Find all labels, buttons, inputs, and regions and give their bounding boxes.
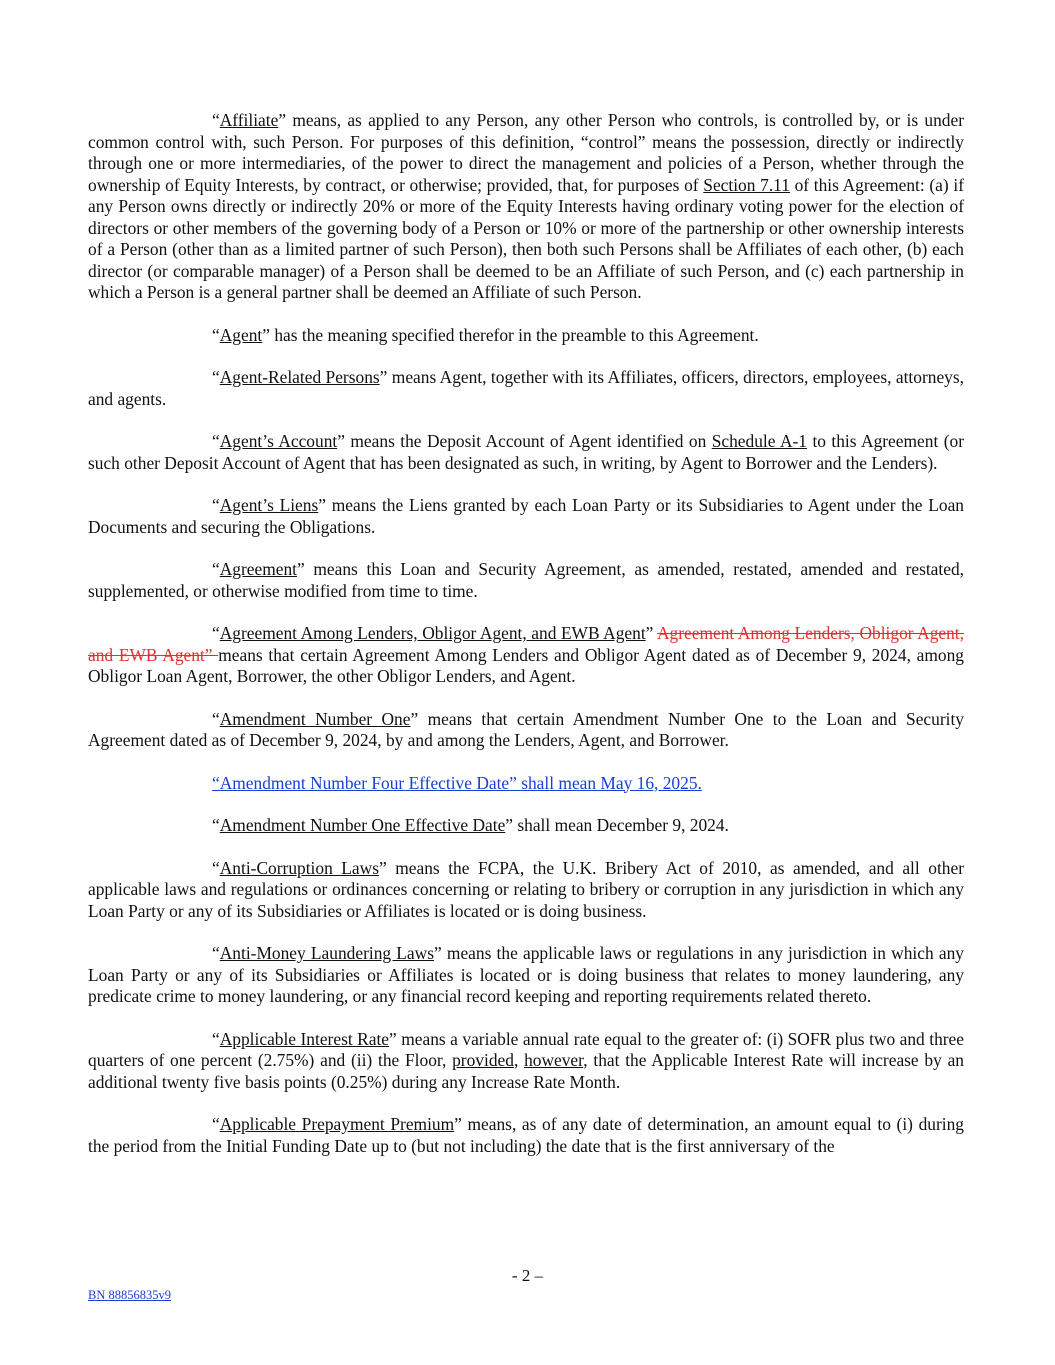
definition-agents-liens: “Agent’s Liens” means the Liens granted by each Loan Party or its Subsidiaries to Agent under the Loan Documents and securing the Obligations. <box>88 495 964 537</box>
document-page <box>88 110 964 1178</box>
definition-amendment-number-four-effective-date <box>88 773 964 795</box>
page-number: - 2 – <box>511 1266 544 1285</box>
definition-agreement-among-lenders: “Agreement Among Lenders, Obligor Agent, and EWB Agent” Agreement Among Lenders, Obligor Agent, and EWB Agent” means that certain Agreement Among Lenders and Obligor Agent dated as of December 9, 2024, among Obligor Loan Agent, Borrower, the other Obligor Lenders, and Agent. <box>88 623 964 686</box>
definition-affiliate: “Affiliate” means, as applied to any Person, any other Person who controls, is controlled by, or is under common control with, such Person. For purposes of this definition, “control” means the possession, directly or indirectly through one or more intermediaries, of the power to direct the management and policies of a Person, whether through the ownership of Equity Interests, by contract, or otherwise; provided, that, for purposes of Section 7.11 of this Agreement: (a) if any Person owns directly or indirectly 20% or more of the Equity Interests having ordinary voting power for the election of directors or other members of the governing body of a Person or 10% or more of the partnership or other ownership interests of a Person (other than as a limited partner of such Person), then both such Persons shall be Affiliates of each other, (b) each director (or comparable manager) of a Person shall be deemed to be an Affiliate of such Person, and (c) each partnership in which a Person is a general partner shall be deemed an Affiliate of such Person. <box>88 110 964 302</box>
definition-applicable-interest-rate: “Applicable Interest Rate” means a variable annual rate equal to the greater of: (i) SOFR plus two and three quarters of one percent (2.75%) and (ii) the Floor, provided, however, that the Applicable Interest Rate will increase by an additional twenty five basis points (0.25%) during any Increase Rate Month. <box>88 1028 964 1092</box>
definition-agents-account: “Agent’s Account” means the Deposit Account of Agent identified on Schedule A-1 to this Agreement (or such other Deposit Account of Agent that has been designated as such, in writing, by Agent to Borrower and the Lenders). <box>88 431 964 473</box>
section-reference: Section 7.11 <box>703 174 790 195</box>
defined-term: Agent’s Liens <box>219 495 319 515</box>
inserted-text: “Amendment Number Four Effective Date” shall mean May 16, 2025. <box>212 772 702 793</box>
defined-term: Anti-Money Laundering Laws <box>219 943 434 963</box>
definition-amendment-number-one-effective-date: “Amendment Number One Effective Date” shall mean December 9, 2024. <box>212 815 729 835</box>
defined-term: Amendment Number One <box>219 708 411 729</box>
defined-term: Applicable Interest Rate <box>219 1028 390 1049</box>
document-id: BN 88856835v9 <box>88 1288 171 1302</box>
definition-anti-corruption-laws: “Anti-Corruption Laws” means the FCPA, the U.K. Bribery Act of 2010, as amended, and all other applicable laws and regulations or ordinances concerning or relating to bribery or corruption in any jurisdiction in which any Loan Party or any of its Subsidiaries or Affiliates is located or is doing business. <box>88 857 964 921</box>
definition-anti-money-laundering-laws: “Anti-Money Laundering Laws” means the applicable laws or regulations in any jurisdiction in which any Loan Party or any of its Subsidiaries or Affiliates is located or is doing business that relates to money laundering, any predicate crime to money laundering, or any financial record keeping and reporting requirements related thereto. <box>88 943 964 1006</box>
definition-agreement: “Agreement” means this Loan and Security Agreement, as amended, restated, amended and restated, supplemented, or otherwise modified from time to time. <box>88 559 964 601</box>
defined-term: Amendment Number One Effective Date <box>219 815 506 835</box>
defined-term: Agent’s Account <box>219 431 338 451</box>
definition-amendment-number-one: “Amendment Number One” means that certain Amendment Number One to the Loan and Security Agreement dated as of December 9, 2024, by and among the Lenders, Agent, and Borrower. <box>88 708 964 750</box>
defined-term: Agent <box>219 324 263 345</box>
defined-term: Anti-Corruption Laws <box>219 857 379 878</box>
defined-term: Applicable Prepayment Premium <box>219 1114 455 1134</box>
proviso-term: however <box>524 1050 584 1070</box>
proviso-term: provided <box>452 1050 514 1070</box>
definition-agent-related-persons: “Agent-Related Persons” means Agent, together with its Affiliates, officers, directors, employees, attorneys, and agents. <box>88 367 964 409</box>
defined-term: Agreement <box>219 559 297 579</box>
schedule-reference: Schedule A-1 <box>711 431 807 451</box>
defined-term: Agreement Among Lenders, Obligor Agent, and EWB Agent <box>219 623 646 643</box>
deleted-text: Agreement Among Lenders, Obligor Agent, and EWB Agent” <box>88 623 964 665</box>
definition-agent: “Agent” has the meaning specified therefor in the preamble to this Agreement. <box>212 324 759 345</box>
definition-applicable-prepayment-premium: “Applicable Prepayment Premium” means, as of any date of determination, an amount equal to (i) during the period from the Initial Funding Date up to (but not including) the date that is the first anniversary of the <box>88 1114 964 1156</box>
defined-term: Agent-Related Persons <box>219 367 380 387</box>
defined-term: Affiliate <box>219 110 279 130</box>
